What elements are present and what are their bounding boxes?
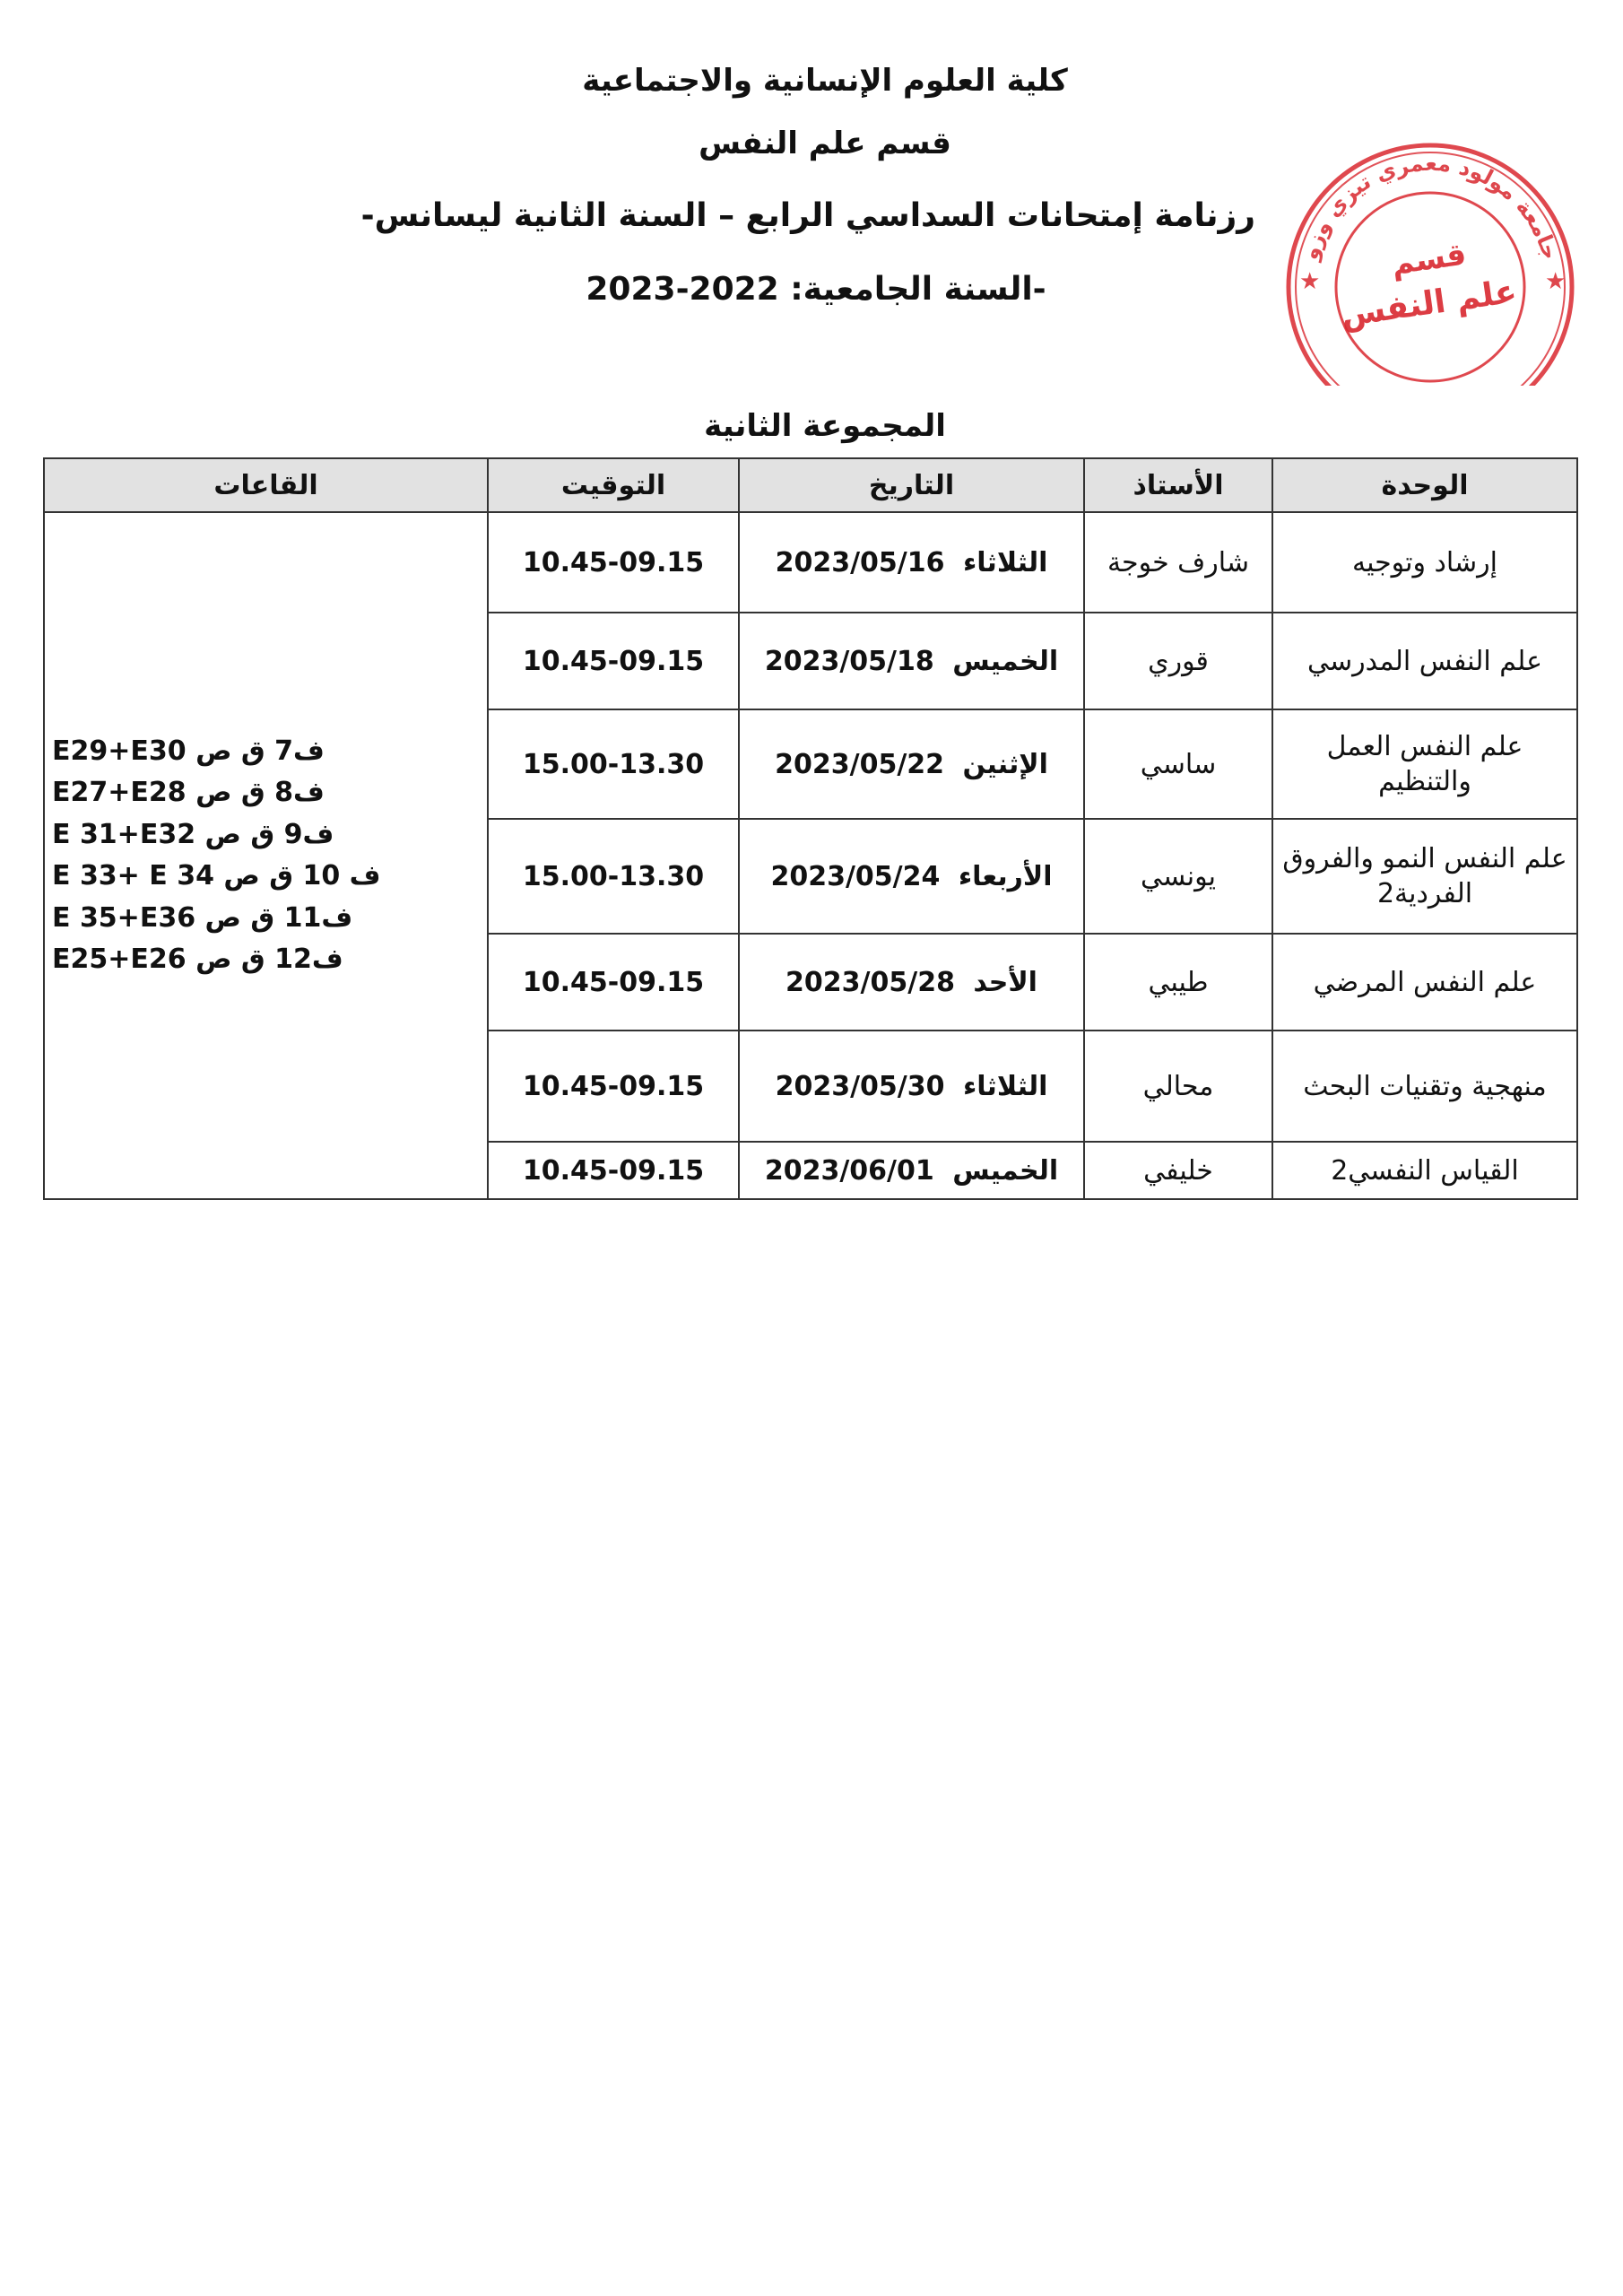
day-name: الثلاثاء	[962, 1070, 1048, 1102]
date-cell	[739, 1142, 1084, 1199]
unit-cell: علم النفس العمل والتنظيم	[1272, 709, 1577, 819]
date-value: 2023/05/30	[775, 1070, 945, 1102]
time-cell: 10.45-09.15	[488, 934, 739, 1031]
date-cell	[739, 1031, 1084, 1142]
professor-cell: شارف خوجة	[1084, 512, 1272, 613]
day-name: الثلاثاء	[962, 546, 1048, 578]
day-name: الأحد	[973, 966, 1037, 998]
room-line: ف8 ق ص E27+E28	[52, 777, 325, 808]
document-title: رزنامة إمتحانات السداسي الرابع – السنة الثانية ليسانس-	[360, 197, 1255, 234]
date-value: 2023/05/16	[775, 546, 945, 578]
stamp-center-line2: علم النفس	[1338, 273, 1519, 335]
svg-text:★: ★	[1545, 268, 1567, 295]
unit-cell: علم النفس المدرسي	[1272, 613, 1577, 709]
stamp-seal-icon	[1278, 135, 1578, 386]
date-value: 2023/05/28	[785, 966, 955, 998]
rooms-cell	[44, 512, 488, 1199]
date-cell	[739, 819, 1084, 934]
time-cell: 10.45-09.15	[488, 512, 739, 613]
day-name: الخميس	[952, 1154, 1059, 1187]
stamp-ring-text: جامعة مولود معمري تيزي وزو	[1297, 150, 1564, 263]
day-name: الإثنين	[962, 748, 1048, 780]
time-cell: 15.00-13.30	[488, 709, 739, 819]
unit-cell: منهجية وتقنيات البحث	[1272, 1031, 1577, 1142]
date-value: 2023/06/01	[764, 1154, 934, 1187]
table-header-row	[44, 458, 1577, 512]
header-unit: الوحدة	[1272, 458, 1577, 512]
professor-cell: محالي	[1084, 1031, 1272, 1142]
department-name: قسم علم النفس	[699, 126, 951, 161]
room-line: ف12 ق ص E25+E26	[52, 944, 343, 975]
date-cell	[739, 613, 1084, 709]
date-cell	[739, 934, 1084, 1031]
professor-cell: طيبي	[1084, 934, 1272, 1031]
room-line: ف11 ق ص E 35+E36	[52, 901, 353, 934]
time-cell: 15.00-13.30	[488, 819, 739, 934]
unit-cell: القياس النفسي2	[1272, 1142, 1577, 1199]
date-value: 2023/05/22	[775, 748, 945, 780]
date-cell	[739, 512, 1084, 613]
unit-cell: إرشاد وتوجيه	[1272, 512, 1577, 613]
room-line: ف7 ق ص E29+E30	[52, 735, 325, 767]
room-line: ف9 ق ص E 31+E32	[52, 818, 334, 850]
day-name: الأربعاء	[958, 860, 1053, 892]
day-name: الخميس	[952, 645, 1059, 677]
header-date: التاريخ	[739, 458, 1084, 512]
time-cell: 10.45-09.15	[488, 1031, 739, 1142]
svg-text:★: ★	[1299, 268, 1321, 295]
unit-cell: علم النفس النمو والفروق الفردية2	[1272, 819, 1577, 934]
academic-year: -السنة الجامعية: 2022-2023	[586, 271, 1046, 308]
professor-cell: يونسي	[1084, 819, 1272, 934]
date-value: 2023/05/24	[770, 860, 941, 892]
professor-cell: ساسي	[1084, 709, 1272, 819]
time-cell: 10.45-09.15	[488, 613, 739, 709]
group-title: المجموعة الثانية	[704, 408, 946, 444]
department-stamp	[1278, 135, 1578, 386]
header-professor: الأستاذ	[1084, 458, 1272, 512]
date-cell	[739, 709, 1084, 819]
faculty-name: كلية العلوم الإنسانية والاجتماعية	[582, 63, 1068, 99]
time-cell: 10.45-09.15	[488, 1142, 739, 1199]
date-value: 2023/05/18	[764, 645, 934, 677]
exam-schedule-table	[43, 457, 1578, 1200]
professor-cell: خليفي	[1084, 1142, 1272, 1199]
unit-cell: علم النفس المرضي	[1272, 934, 1577, 1031]
header-time: التوقيت	[488, 458, 739, 512]
stamp-center-line1: قسم	[1389, 236, 1469, 283]
room-line: ف 10 ق ص E 33+ E 34	[52, 860, 381, 891]
table-row	[44, 512, 1577, 613]
professor-cell: قوري	[1084, 613, 1272, 709]
header-rooms: القاعات	[44, 458, 488, 512]
